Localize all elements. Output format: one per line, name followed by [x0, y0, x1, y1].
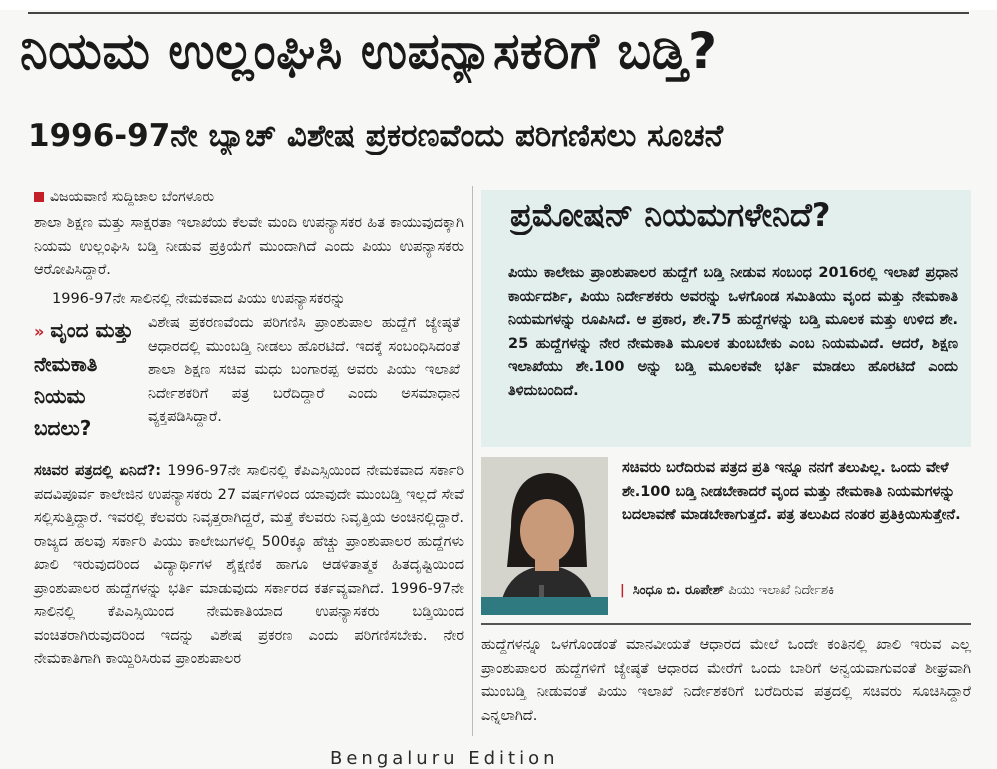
article-paragraph-2: 1996-97ನೇ ಸಾಲಿನಲ್ಲಿ ನೇಮಕವಾದ ಪಿಯು ಉಪನ್ಯಾಸಕರನ್ನು [52, 291, 346, 307]
section-lead: ಸಚಿವರ ಪತ್ರದಲ್ಲಿ ಏನಿದೆ?: [34, 463, 162, 479]
attribution-bar: | [620, 583, 625, 598]
top-rule [28, 12, 969, 14]
section-rule [481, 623, 971, 625]
official-designation: ಪಿಯು ಇಲಾಖೆ ನಿರ್ದೇಶಕಿ [728, 583, 835, 598]
headline: ನಿಯಮ ಉಲ್ಲಂಘಿಸಿ ಉಪನ್ಯಾಸಕರಿಗೆ ಬಡ್ತಿ? [20, 22, 718, 80]
article-paragraph-1: ಶಾಲಾ ಶಿಕ್ಷಣ ಮತ್ತು ಸಾಕ್ಷರತಾ ಇಲಾಖೆಯ ಕೆಲವೇ ಮಂದಿ ಉಪನ್ಯಾಸಕರ ಹಿತ ಕಾಯುವುದಕ್ಕಾಗಿ ನಿಯಮ ಉಲ್ಲಂಘಿಸಿ ಬಡ್ತಿ ನೀಡುವ ಪ್ರಕ್ರಿಯೆಗೆ ಮುಂದಾಗಿದೆ ಎಂದು ಪಿಯು ಉಪನ್ಯಾಸಕರು ಆರೋಪಿಸಿದ್ದಾರೆ. [34, 215, 464, 278]
official-photo [481, 457, 608, 615]
article-paragraph-4 [34, 460, 464, 672]
article-paragraph-5: ಹುದ್ದೆಗಳನ್ನೂ ಒಳಗೊಂಡಂತೆ ಮಾನವೀಯತೆ ಆಧಾರದ ಮೇಲೆ ಒಂದೇ ಕಂತಿನಲ್ಲಿ ಖಾಲಿ ಇರುವ ಎಲ್ಲ ಪ್ರಾಂಶುಪಾಲರ ಹುದ್ದೆಗಳಿಗೆ ಜ್ಯೇಷ್ಠತೆ ಆಧಾರದ ಮೇರೆಗೆ ಒಂದು ಬಾರಿಗೆ ಅನ್ವಯವಾಗುವಂತೆ ಶೀಘ್ರವಾಗಿ ಮುಂಬಡ್ತಿ ನೀಡುವಂತೆ ಪಿಯು ಇಲಾಖೆ ನಿರ್ದೇಶಕರಿಗೆ ಬರೆದಿರುವ ಪತ್ರದಲ್ಲಿ ಸಚಿವರು ಸೂಚಿಸಿದ್ದಾರೆ ಎನ್ನಲಾಗಿದೆ. [481, 637, 971, 724]
column-divider [472, 186, 473, 736]
byline-marker-icon [34, 192, 44, 202]
pullquote [34, 314, 138, 444]
top-strip [0, 0, 997, 10]
portrait-icon [481, 457, 608, 615]
article-paragraph-3: ವಿಶೇಷ ಪ್ರಕರಣವೆಂದು ಪರಿಗಣಿಸಿ ಪ್ರಾಂಶುಪಾಲ ಹುದ್ದೆಗೆ ಜ್ಯೇಷ್ಠತೆ ಆಧಾರದಲ್ಲಿ ಮುಂಬಡ್ತಿ ನೀಡಲು ಹೊರಟಿದೆ. ಇದಕ್ಕೆ ಸಂಬಂಧಿಸಿದಂತೆ ಶಾಲಾ ಶಿಕ್ಷಣ ಸಚಿವ ಮಧು ಬಂಗಾರಪ್ಪ ಅವರು ಪಿಯು ಇಲಾಖೆ ನಿರ್ದೇಶಕರಿಗೆ ಪತ್ರ ಬರೆದಿದ್ದಾರೆ ಎಂದು ಅಸಮಾಧಾನ ವ್ಯಕ್ತಪಡಿಸಿದ್ದಾರೆ. [148, 315, 460, 425]
subheadline: 1996-97ನೇ ಬ್ಯಾಚ್ ವಿಶೇಷ ಪ್ರಕರಣವೆಂದು ಪರಿಗಣಿಸಲು ಸೂಚನೆ [28, 118, 724, 154]
pullquote-text: ವೃಂದ ಮತ್ತು ನೇಮಕಾತಿ ನಿಯಮ ಬದಲು? [34, 318, 134, 440]
official-quote: ಸಚಿವರು ಬರೆದಿರುವ ಪತ್ರದ ಪ್ರತಿ ಇನ್ನೂ ನನಗೆ ತಲುಪಿಲ್ಲ. ಒಂದು ವೇಳೆ ಶೇ.100 ಬಡ್ತಿ ನೀಡಬೇಕಾದರೆ ವೃಂದ ಮತ್ತು ನೇಮಕಾತಿ ನಿಯಮಗಳನ್ನು ಬದಲಾವಣೆ ಮಾಡಬೇಕಾಗುತ್ತದೆ. ಪತ್ರ ತಲುಪಿದ ನಂತರ ಪ್ರತಿಕ್ರಿಯಿಸುತ್ತೇನೆ. [622, 460, 961, 523]
byline-text: ವಿಜಯವಾಣಿ ಸುದ್ದಿಜಾಲ ಬೆಂಗಳೂರು [50, 189, 215, 205]
edition-footer: Bengaluru Edition [330, 748, 559, 769]
info-box-title: ಪ್ರಮೋಷನ್ ನಿಯಮಗಳೇನಿದೆ? [510, 196, 831, 234]
section-text: 1996-97ನೇ ಸಾಲಿನಲ್ಲಿ ಕೆಪಿಎಸ್ಸಿಯಿಂದ ನೇಮಕವಾದ ಸರ್ಕಾರಿ ಪದವಿಪೂರ್ವ ಕಾಲೇಜಿನ ಉಪನ್ಯಾಸಕರು 27 ವರ್ಷಗಳಿಂದ ಯಾವುದೇ ಮುಂಬಡ್ತಿ ಇಲ್ಲದೆ ಸೇವೆ ಸಲ್ಲಿಸುತ್ತಿದ್ದಾರೆ. ಇವರಲ್ಲಿ ಕೆಲವರು ನಿವೃತ್ತರಾಗಿದ್ದರೆ, ಮತ್ತೆ ಕೆಲವರು ನಿವೃತ್ತಿಯ ಅಂಚಿನಲ್ಲಿದ್ದಾರೆ. ರಾಜ್ಯದ ಹಲವು ಸರ್ಕಾರಿ ಪಿಯು ಕಾಲೇಜುಗಳಲ್ಲಿ 500ಕ್ಕೂ ಹೆಚ್ಚು ಪ್ರಾಂಶುಪಾಲರ ಹುದ್ದೆಗಳು ಖಾಲಿ ಇರುವುದರಿಂದ ವಿದ್ಯಾರ್ಥಿಗಳ ಶೈಕ್ಷಣಿಕ ಹಾಗೂ ಆಡಳಿತಾತ್ಮಕ ಹಿತದೃಷ್ಟಿಯಿಂದ ಪ್ರಾಂಶುಪಾಲರ ಹುದ್ದೆಗಳನ್ನು ಭರ್ತಿ ಮಾಡುವುದು ಸರ್ಕಾರದ ಕರ್ತವ್ಯವಾಗಿದೆ. 1996-97ನೇ ಸಾಲಿನಲ್ಲಿ ಕೆಪಿಎಸ್ಸಿಯಿಂದ ನೇಮಕಾತಿಯಾದ ಉಪನ್ಯಾಸಕರು ಬಡ್ತಿಯಿಂದ ವಂಚಿತರಾಗಿರುವುದರಿಂದ ಇದನ್ನು ವಿಶೇಷ ಪ್ರಕರಣ ಎಂದು ಪರಿಗಣಿಸಬೇಕು. ನೇರ ನೇಮಕಾತಿಗಾಗಿ ಕಾಯ್ದಿರಿಸಿರುವ ಪ್ರಾಂಶುಪಾಲರ [34, 463, 464, 667]
quote-attribution [620, 583, 834, 598]
info-box-text: ಪಿಯು ಕಾಲೇಜು ಪ್ರಾಂಶುಪಾಲರ ಹುದ್ದೆಗೆ ಬಡ್ತಿ ನೀಡುವ ಸಂಬಂಧ 2016ರಲ್ಲಿ ಇಲಾಖೆ ಪ್ರಧಾನ ಕಾರ್ಯದರ್ಶಿ, ಪಿಯು ನಿರ್ದೇಶಕರು ಅವರನ್ನು ಒಳಗೊಂಡ ಸಮಿತಿಯು ವೃಂದ ಮತ್ತು ನೇಮಕಾತಿ ನಿಯಮಗಳನ್ನು ರೂಪಿಸಿದೆ. ಆ ಪ್ರಕಾರ, ಶೇ.75 ಹುದ್ದೆಗಳನ್ನು ಬಡ್ತಿ ಮೂಲಕ ಮತ್ತು ಉಳಿದ ಶೇ. 25 ಹುದ್ದೆಗಳನ್ನು ನೇರ ನೇಮಕಾತಿ ಮೂಲಕ ತುಂಬಬೇಕು ಎಂಬ ನಿಯಮವಿದೆ. ಆದರೆ, ಶಿಕ್ಷಣ ಇಲಾಖೆಯು ಶೇ.100 ಅನ್ನು ಬಡ್ತಿ ಮೂಲಕವೇ ಭರ್ತಿ ಮಾಡಲು ಹೊರಟಿದೆ ಎಂದು ತಿಳಿದುಬಂದಿದೆ. [508, 265, 958, 399]
official-name: ಸಿಂಧೂ ಬಿ. ರೂಪೇಶ್ [632, 583, 725, 598]
photo-caption-bar [481, 597, 608, 615]
byline [34, 189, 214, 205]
pullquote-arrow-icon: » [34, 322, 45, 341]
